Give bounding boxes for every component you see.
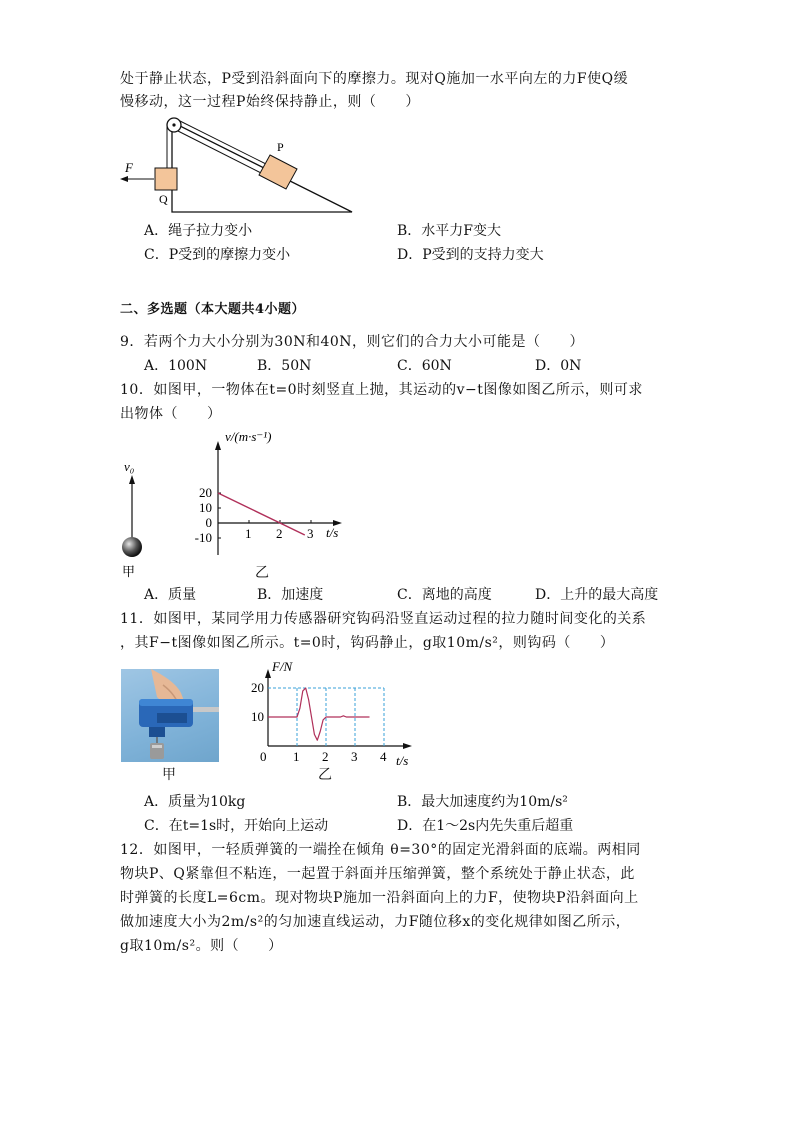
pulley [167, 118, 181, 132]
thrown-ball-figure [112, 455, 157, 580]
q9-option-d: D．0N [535, 358, 582, 374]
q11-option-c: C．在t=1s时，开始向上运动 [144, 818, 329, 834]
vt-y-label: v/(m·s⁻¹) [225, 429, 272, 444]
ft-y-tick-label: 10 [251, 709, 264, 724]
ft-x-tick-label: 0 [260, 749, 267, 764]
vt-y-tick-label: 10 [199, 500, 212, 515]
incline-pulley-figure [110, 110, 370, 220]
rope [167, 120, 268, 175]
vt-y-arrow [215, 441, 221, 450]
vt-x-label: t/s [326, 525, 339, 540]
q12-stem-line2: 物块P、Q紧靠但不粘连，一起置于斜面并压缩弹簧，整个系统处于静止状态，此 [120, 866, 635, 882]
q11-option-a: A．质量为10kg [144, 794, 246, 810]
caption-yi-10: 乙 [255, 565, 269, 581]
ft-x-label: t/s [396, 753, 409, 767]
q11-stem-line1: 11．如图甲，某同学用力传感器研究钩码沿竖直运动过程的拉力随时间变化的关系 [120, 611, 647, 627]
q8-option-b: B．水平力F变大 [397, 223, 502, 239]
q11-stem-line2: ，其F−t图像如图乙所示。t=0时，钩码静止，g取10m/s²，则钩码（ ） [120, 635, 615, 651]
ft-y-arrow [265, 669, 271, 678]
label-p: P [277, 140, 284, 154]
q9-option-b: B．50N [257, 358, 312, 374]
caption-jia-10: 甲 [122, 564, 136, 579]
up-arrow [129, 475, 135, 537]
q9-stem: 9．若两个力大小分别为30N和40N，则它们的合力大小可能是（ ） [120, 334, 585, 350]
vt-x-tick-label: 3 [307, 526, 314, 541]
q10-stem-line2: 出物体（ ） [120, 406, 222, 422]
force-sensor-illustration [121, 669, 219, 762]
q12-stem-line1: 12．如图甲，一轻质弹簧的一端拴在倾角 θ=30°的固定光滑斜面的底端。两相同 [120, 842, 641, 858]
vt-y-tick-label: -10 [194, 530, 212, 545]
q11-option-d: D．在1～2s内先失重后超重 [397, 818, 574, 834]
ft-x-tick-label: 1 [293, 749, 300, 764]
q10-option-d: D．上升的最大高度 [535, 587, 659, 603]
block-p [259, 155, 297, 189]
caption-jia-11: 甲 [162, 767, 176, 783]
block-q [155, 168, 177, 190]
q10-option-a: A．质量 [144, 587, 197, 603]
ft-series-line [268, 688, 370, 740]
section-title: 二、多选题（本大题共4小题） [120, 302, 306, 317]
ft-chart [244, 655, 424, 767]
q12-stem-line5: g取10m/s²。则（ ） [120, 938, 283, 954]
q11-option-b: B．最大加速度约为10m/s² [397, 794, 568, 810]
q8-stem-line2: 慢移动，这一过程P始终保持静止，则（ ） [120, 94, 420, 110]
label-q: Q [159, 192, 168, 206]
vt-chart [190, 425, 355, 565]
q12-stem-line4: 做加速度大小为2m/s²的匀加速直线运动，力F随位移x的变化规律如图乙所示， [120, 914, 631, 930]
q8-option-d: D．P受到的支持力变大 [397, 247, 544, 263]
label-f: F [125, 160, 133, 175]
force-sensor-photo [121, 669, 219, 762]
vt-x-tick-label: 2 [276, 526, 283, 541]
q10-option-c: C．离地的高度 [397, 587, 492, 603]
vt-y-tick-label: 0 [205, 515, 212, 530]
ft-y-label: F/N [272, 659, 293, 674]
vt-y-tick-label: 20 [199, 485, 212, 500]
ft-x-tick-label: 2 [322, 749, 329, 764]
incline [172, 122, 352, 212]
ball [122, 537, 142, 557]
v0-label: v₀ [124, 459, 135, 474]
ft-x-tick-label: 3 [351, 749, 358, 764]
ft-x-arrow [403, 743, 412, 749]
ft-x-tick-label: 4 [380, 749, 387, 764]
q9-option-a: A．100N [144, 358, 208, 374]
vt-series-line [218, 493, 305, 535]
q8-option-c: C．P受到的摩擦力变小 [144, 247, 291, 263]
q10-option-b: B．加速度 [257, 587, 324, 603]
q10-stem-line1: 10．如图甲，一物体在t=0时刻竖直上抛，其运动的v−t图像如图乙所示，则可求 [120, 382, 643, 398]
caption-yi-11: 乙 [318, 767, 332, 783]
q12-stem-line3: 时弹簧的长度L=6cm。现对物块P施加一沿斜面向上的力F，使物块P沿斜面向上 [120, 890, 639, 906]
q8-stem-line1: 处于静止状态，P受到沿斜面向下的摩擦力。现对Q施加一水平向左的力F使Q缓 [120, 71, 629, 87]
force-arrow [120, 176, 154, 182]
ft-y-tick-label: 20 [251, 680, 264, 695]
vt-x-tick-label: 1 [245, 526, 252, 541]
q8-option-a: A．绳子拉力变小 [144, 223, 253, 239]
q9-option-c: C．60N [397, 358, 452, 374]
